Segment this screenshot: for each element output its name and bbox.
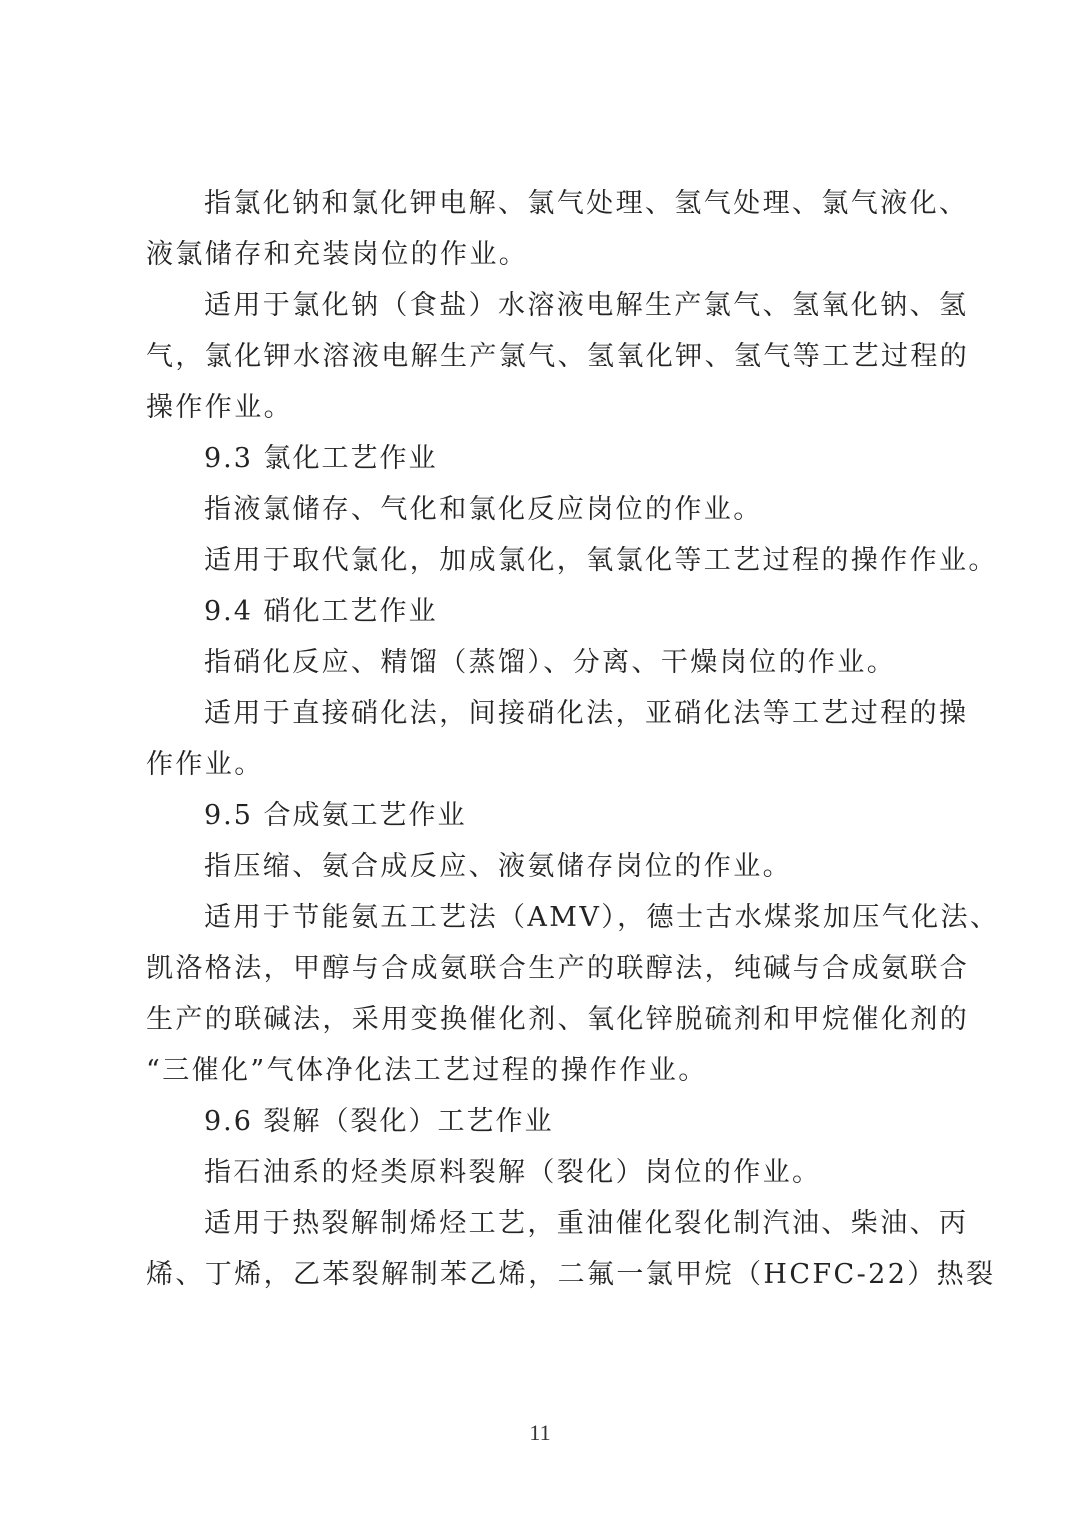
paragraph-line: 适用于直接硝化法，间接硝化法，亚硝化法等工艺过程的操 bbox=[204, 698, 969, 729]
paragraph-line: 操作作业。 bbox=[146, 392, 293, 423]
paragraph-line: “三催化”气体净化法工艺过程的操作作业。 bbox=[146, 1055, 708, 1086]
page-number: 11 bbox=[529, 1420, 551, 1445]
paragraph-line: 生产的联碱法，采用变换催化剂、氧化锌脱硫剂和甲烷催化剂的 bbox=[146, 1004, 970, 1035]
section-heading: 9.5 合成氨工艺作业 bbox=[204, 800, 467, 831]
section-heading: 9.3 氯化工艺作业 bbox=[204, 443, 438, 474]
paragraph-line: 烯、丁烯，乙苯裂解制苯乙烯，二氟一氯甲烷（HCFC-22）热裂 bbox=[146, 1259, 996, 1290]
paragraph-line: 指硝化反应、精馏（蒸馏）、分离、干燥岗位的作业。 bbox=[204, 647, 897, 678]
paragraph-line: 适用于取代氯化，加成氯化，氧氯化等工艺过程的操作作业。 bbox=[204, 545, 998, 576]
paragraph-line: 凯洛格法，甲醇与合成氨联合生产的联醇法，纯碱与合成氨联合 bbox=[146, 953, 970, 984]
paragraph-line: 适用于氯化钠（食盐）水溶液电解生产氯气、氢氧化钠、氢 bbox=[204, 290, 969, 321]
section-heading: 9.6 裂解（裂化）工艺作业 bbox=[204, 1106, 554, 1137]
paragraph-line: 液氯储存和充装岗位的作业。 bbox=[146, 239, 529, 270]
paragraph-line: 气，氯化钾水溶液电解生产氯气、氢氧化钾、氢气等工艺过程的 bbox=[146, 341, 970, 372]
paragraph-line: 作作业。 bbox=[146, 749, 264, 780]
paragraph-line: 指压缩、氨合成反应、液氨储存岗位的作业。 bbox=[204, 851, 792, 882]
paragraph-line: 指石油系的烃类原料裂解（裂化）岗位的作业。 bbox=[204, 1157, 822, 1188]
paragraph-line: 适用于热裂解制烯烃工艺，重油催化裂化制汽油、柴油、丙 bbox=[204, 1208, 969, 1239]
section-heading: 9.4 硝化工艺作业 bbox=[204, 596, 438, 627]
paragraph-line: 指液氯储存、气化和氯化反应岗位的作业。 bbox=[204, 494, 763, 525]
paragraph-line: 适用于节能氨五工艺法（AMV），德士古水煤浆加压气化法、 bbox=[204, 902, 1000, 933]
paragraph-line: 指氯化钠和氯化钾电解、氯气处理、氢气处理、氯气液化、 bbox=[204, 188, 969, 219]
